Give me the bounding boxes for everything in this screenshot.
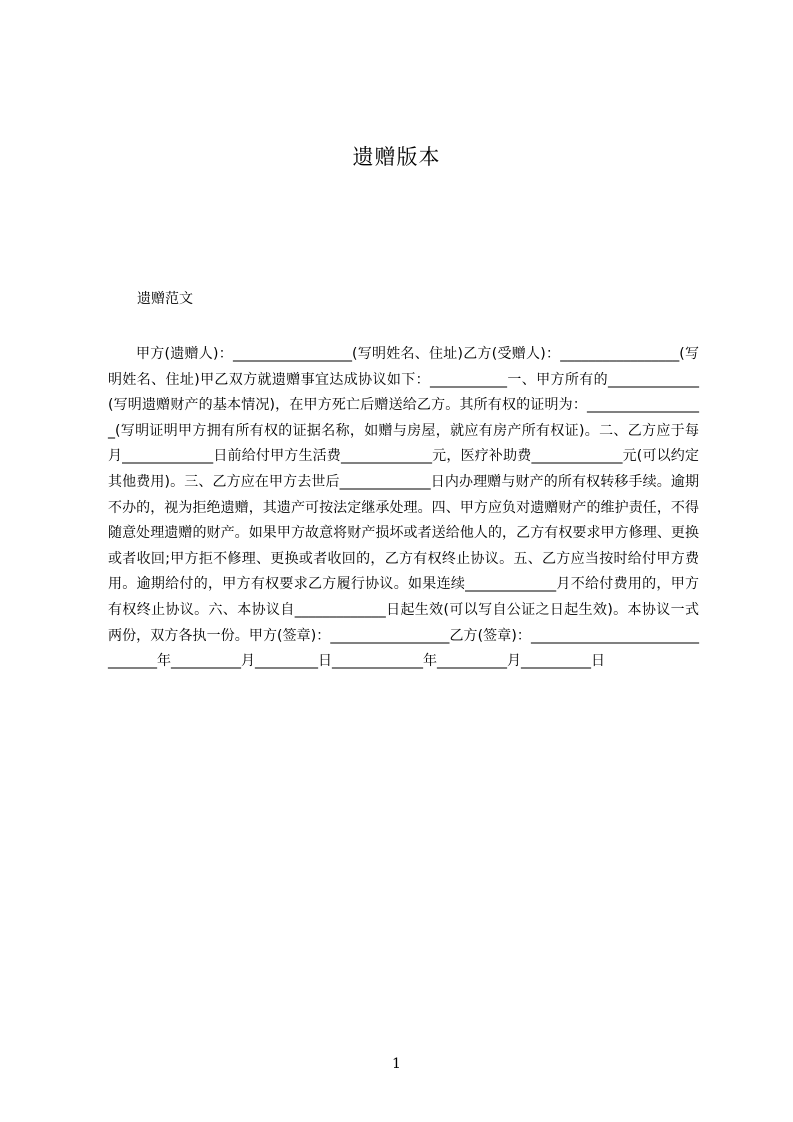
section-heading: 遗赠范文	[137, 291, 193, 307]
agreement-body-text: 甲方(遗赠人)：_________________(写明姓名、住址)乙方(受赠人)：_________________(写明姓名、住址)甲乙双方就遗赠事宜达成协议如下：___________一、甲方所有的_____________(写明遗赠财产的基本情况)，在甲方死亡后赠送给乙方。其所有权的证明为：_________________(写明证明甲方拥有所有权的证据名称，如赠与房屋，就应有房产所有权证)。二、乙方应于每月_____________日前给付甲方生活费_____________元，医疗补助费_____________元(可以约定其他费用)。三、乙方应在甲方去世后_____________日内办理赠与财产的所有权转移手续。逾期不办的，视为拒绝遗赠，其遗产可按法定继承处理。四、甲方应负对遗赠财产的维护责任，不得随意处理遗赠的财产。如果甲方故意将财产损坏或者送给他人的，乙方有权要求甲方修理、更换或者收回;甲方拒不修理、更换或者收回的，乙方有权终止协议。五、乙方应当按时给付甲方费用。逾期给付的，甲方有权要求乙方履行协议。如果连续_____________月不给付费用的，甲方有权终止协议。六、本协议自_____________日起生效(可以写自公证之日起生效)。本协议一式两份，双方各执一份。甲方(签章)：_________________乙方(签章)：_______________________________年__________月_________日_____________年__________月__________日	[108, 346, 699, 670]
page-number: 1	[392, 1056, 401, 1072]
document-title: 遗赠版本	[352, 145, 441, 169]
